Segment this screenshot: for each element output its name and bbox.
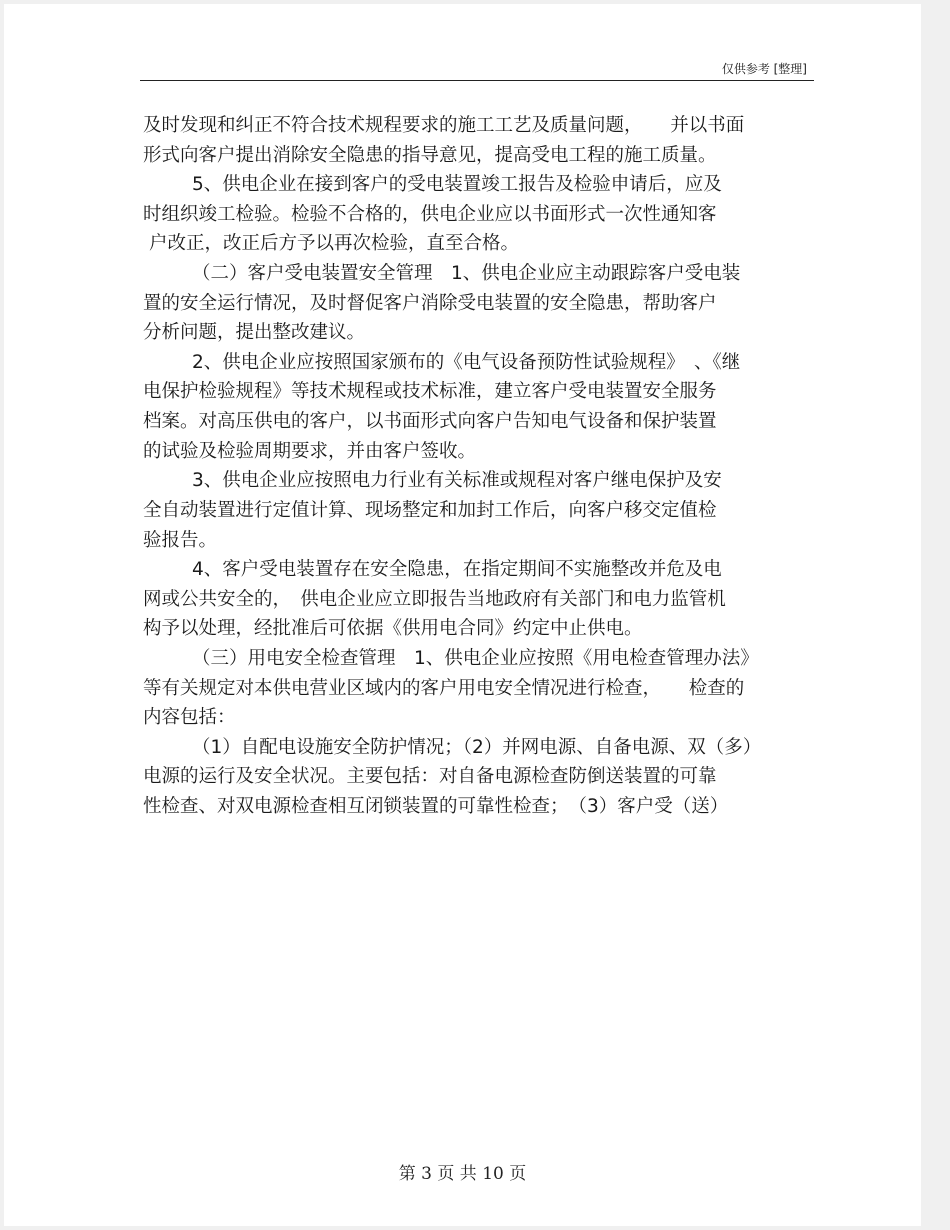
document-page <box>4 4 921 1226</box>
text-line: 4、客户受电装置存在安全隐患，在指定期间不实施整改并危及电 <box>192 559 722 581</box>
text-line: 户改正，改正后方予以再次检验，直至合格。 <box>149 233 520 255</box>
text-line: （1）自配电设施安全防护情况；（2）并网电源、自备电源、双（多） <box>192 736 762 758</box>
text-line: （二）客户受电装置安全管理 1、供电企业应主动跟踪客户受电装 <box>192 263 741 285</box>
text-line: 时组织竣工检验。检验不合格的，供电企业应以书面形式一次性通知客 <box>143 203 717 225</box>
text-line: 分析问题，提出整改建议。 <box>143 322 366 344</box>
text-line: 全自动装置进行定值计算、现场整定和加封工作后，向客户移交定值检 <box>143 499 717 521</box>
text-line: 5、供电企业在接到客户的受电装置竣工报告及检验申请后，应及 <box>192 174 722 196</box>
text-line: 电源的运行及安全状况。主要包括：对自备电源检查防倒送装置的可靠 <box>143 766 717 788</box>
text-line: 及时发现和纠正不符合技术规程要求的施工工艺及质量问题， 并以书面 <box>143 115 745 136</box>
body-text <box>143 115 815 826</box>
header-label: 仅供参考 [整理] <box>721 62 807 76</box>
text-line: 验报告。 <box>143 529 218 551</box>
text-line: 2、供电企业应按照国家颁布的《电气设备预防性试验规程》 、《继 <box>192 351 741 373</box>
text-line: 性检查、对双电源检查相互闭锁装置的可靠性检查； （3）客户受（送） <box>143 796 729 818</box>
header-rule <box>140 80 814 81</box>
page-footer: 第 3 页 共 10 页 <box>398 1164 527 1184</box>
text-line: 构予以处理，经批准后可依据《供用电合同》约定中止供电。 <box>143 618 643 640</box>
text-line: 的试验及检验周期要求，并由客户签收。 <box>143 440 477 462</box>
text-line: 3、供电企业应按照电力行业有关标准或规程对客户继电保护及安 <box>192 470 722 492</box>
text-line: 置的安全运行情况，及时督促客户消除受电装置的安全隐患，帮助客户 <box>143 292 717 314</box>
text-line: （三）用电安全检查管理 1、供电企业应按照《用电检查管理办法》 <box>192 647 759 669</box>
text-line: 档案。对高压供电的客户，以书面形式向客户告知电气设备和保护装置 <box>143 411 717 433</box>
text-line: 网或公共安全的， 供电企业应立即报告当地政府有关部门和电力监管机 <box>143 588 726 610</box>
text-line: 等有关规定对本供电营业区域内的客户用电安全情况进行检查， 检查的 <box>143 677 745 699</box>
text-line: 内容包括： <box>143 707 236 729</box>
text-line: 电保护检验规程》等技术规程或技术标准，建立客户受电装置安全服务 <box>143 381 717 403</box>
text-line: 形式向客户提出消除安全隐患的指导意见，提高受电工程的施工质量。 <box>143 144 717 166</box>
